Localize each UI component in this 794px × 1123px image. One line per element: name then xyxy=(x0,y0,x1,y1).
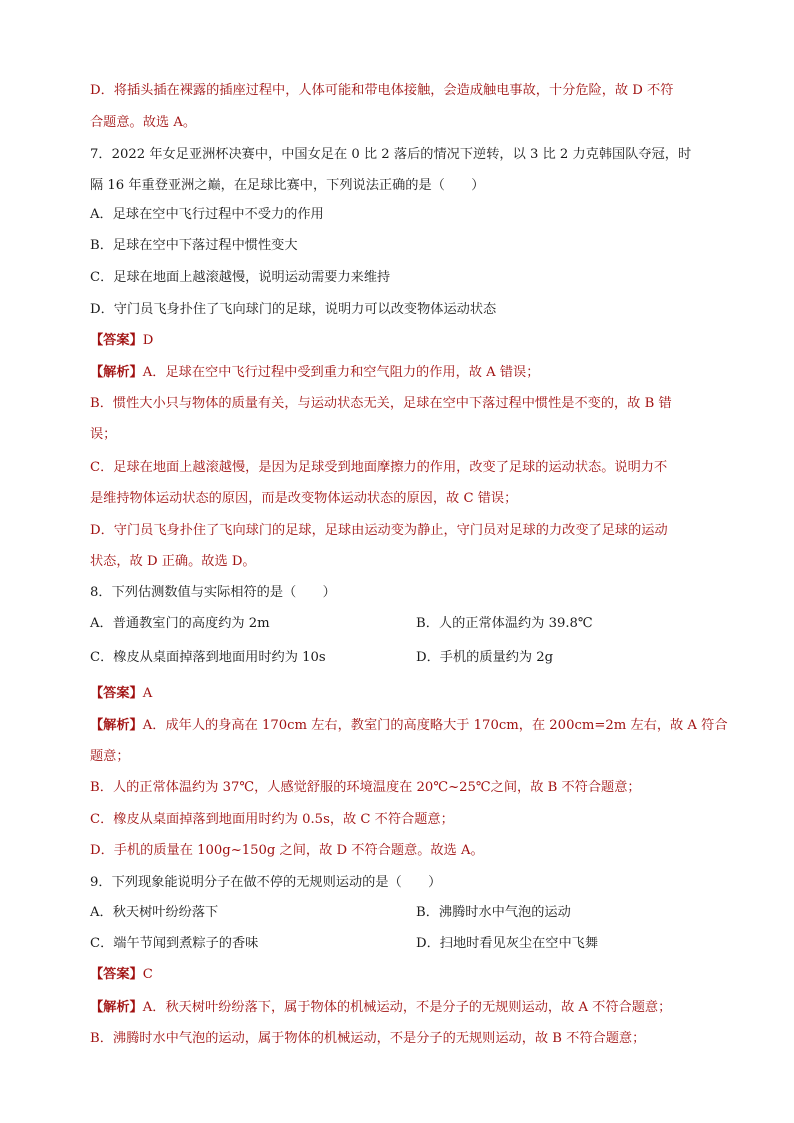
q7-stem-line1: 7．2022 年女足亚洲杯决赛中，中国女足在 0 比 2 落后的情况下逆转，以 3 比 2 力克韩国队夺冠，时 xyxy=(90,147,692,162)
q7-answer xyxy=(90,331,153,351)
analysis-tag: 【解析】 xyxy=(90,365,143,380)
answer-value: C xyxy=(142,967,153,982)
q8-answer xyxy=(90,684,152,704)
q8-option-b: B．人的正常体温约为 39.8℃ xyxy=(416,616,593,631)
q7-option-b: B．足球在空中下落过程中惯性变大 xyxy=(90,238,298,253)
q9-option-a: A．秋天树叶纷纷落下 xyxy=(90,905,219,920)
q7-analysis-c-line2: 是维持物体运动状态的原因，而是改变物体运动状态的原因，故 C 错误； xyxy=(90,491,518,506)
q9-option-b: B．沸腾时水中气泡的运动 xyxy=(416,905,571,920)
q8-option-a: A．普通教室门的高度约为 2m xyxy=(90,616,270,631)
q8-analysis-a-line2: 题意； xyxy=(90,749,130,764)
answer-value: D xyxy=(142,333,154,348)
answer-tag: 【答案】 xyxy=(90,967,143,982)
analysis-tag: 【解析】 xyxy=(90,1000,143,1015)
q9-stem: 9．下列现象能说明分子在做不停的无规则运动的是（ ） xyxy=(90,875,442,890)
q7-analysis-b-line2: 误； xyxy=(90,427,117,442)
analysis-text: A．成年人的身高在 170cm 左右，教室门的高度略大于 170cm，在 200cm=2m 左右，故 A 符合 xyxy=(142,718,728,733)
q8-option-c: C．橡皮从桌面掉落到地面用时约为 10s xyxy=(90,650,326,665)
q7-analysis-d-line2: 状态，故 D 正确。故选 D。 xyxy=(90,554,256,569)
analysis-tag: 【解析】 xyxy=(90,718,143,733)
q7-option-d: D．守门员飞身扑住了飞向球门的足球，说明力可以改变物体运动状态 xyxy=(90,302,497,317)
q8-analysis-b: B．人的正常体温约为 37℃，人感觉舒服的环境温度在 20℃~25℃之间，故 B 不符合题意； xyxy=(90,780,641,795)
q9-answer xyxy=(90,965,153,985)
q7-analysis-b-line1: B．惯性大小只与物体的质量有关，与运动状态无关，足球在空中下落过程中惯性是不变的，故 B 错 xyxy=(90,396,672,411)
q9-option-d: D．扫地时看见灰尘在空中飞舞 xyxy=(416,936,599,951)
q9-analysis-a xyxy=(90,998,671,1018)
answer-tag: 【答案】 xyxy=(90,333,143,348)
q8-option-d: D．手机的质量约为 2g xyxy=(416,650,554,665)
q7-analysis-c-line1: C．足球在地面上越滚越慢，是因为足球受到地面摩擦力的作用，改变了足球的运动状态。说明力不 xyxy=(90,460,668,475)
q6-explanation-d-line1: D．将插头插在裸露的插座过程中，人体可能和带电体接触，会造成触电事故，十分危险，故 D 不符 xyxy=(90,83,674,98)
q6-explanation-d-line2: 合题意。故选 A。 xyxy=(90,115,197,130)
q7-stem-line2: 隔 16 年重登亚洲之巅，在足球比赛中，下列说法正确的是（ ） xyxy=(90,178,485,193)
analysis-text: A．秋天树叶纷纷落下，属于物体的机械运动，不是分子的无规则运动，故 A 不符合题意； xyxy=(142,1000,672,1015)
q7-analysis-d-line1: D．守门员飞身扑住了飞向球门的足球，足球由运动变为静止，守门员对足球的力改变了足球的运动 xyxy=(90,523,668,538)
analysis-text: A．足球在空中飞行过程中受到重力和空气阻力的作用，故 A 错误； xyxy=(142,365,540,380)
q8-analysis-d: D．手机的质量在 100g~150g 之间，故 D 不符合题意。故选 A。 xyxy=(90,843,484,858)
answer-tag: 【答案】 xyxy=(90,686,143,701)
q8-stem: 8．下列估测数值与实际相符的是（ ） xyxy=(90,585,336,600)
q7-analysis-a xyxy=(90,363,539,383)
q7-option-a: A．足球在空中飞行过程中不受力的作用 xyxy=(90,207,324,222)
q7-option-c: C．足球在地面上越滚越慢，说明运动需要力来维持 xyxy=(90,270,391,285)
q9-analysis-b: B．沸腾时水中气泡的运动，属于物体的机械运动，不是分子的无规则运动，故 B 不符合题意； xyxy=(90,1031,646,1046)
answer-value: A xyxy=(142,686,153,701)
q9-option-c: C．端午节闻到煮粽子的香味 xyxy=(90,936,259,951)
q8-analysis-a-line1 xyxy=(90,716,728,736)
q8-analysis-c: C．橡皮从桌面掉落到地面用时约为 0.5s，故 C 不符合题意； xyxy=(90,812,454,827)
